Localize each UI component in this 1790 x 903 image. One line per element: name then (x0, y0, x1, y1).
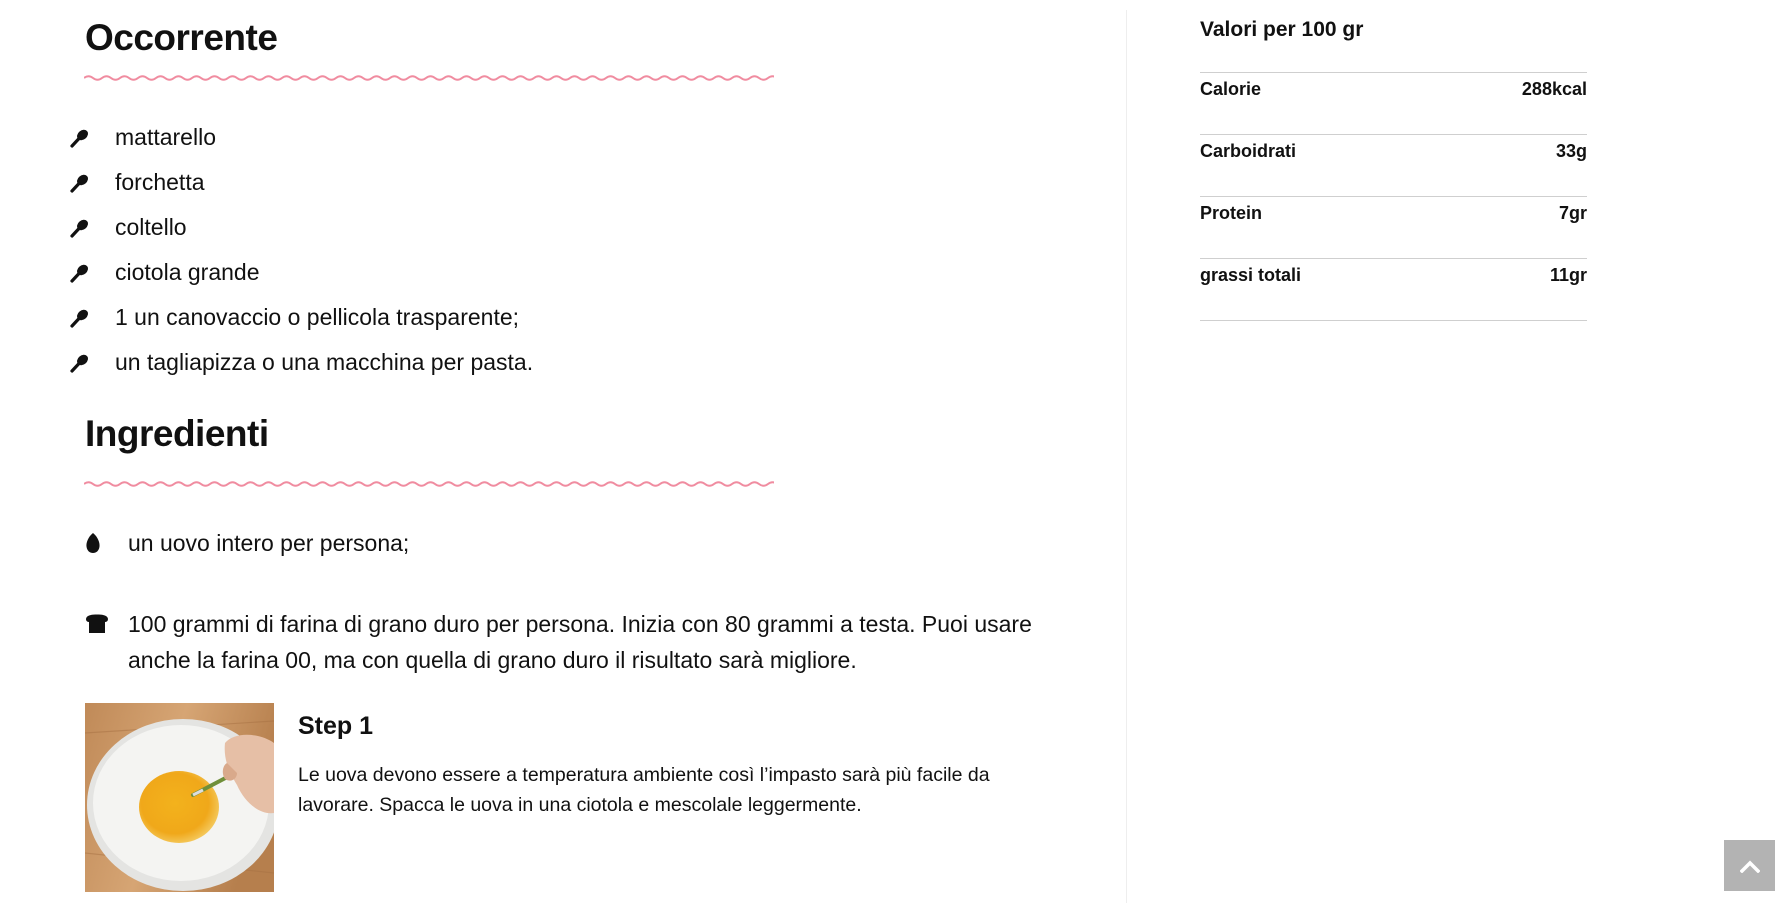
scroll-to-top-button[interactable] (1724, 840, 1775, 891)
step-description: Le uova devono essere a temperatura ambiente così l’impasto sarà più facile da lavorare. Spacca le uova in una ciotola e mescolale leggermente. (298, 764, 990, 816)
list-item-label: ciotola grande (115, 259, 260, 285)
ingredient-item (85, 525, 1035, 561)
spoon-icon (70, 218, 115, 238)
nutrition-title: Valori per 100 gr (1200, 18, 1364, 41)
ingredient-text: un uovo intero per persona; (128, 530, 410, 556)
nutrition-table (1200, 72, 1587, 321)
spoon-icon (70, 173, 115, 193)
list-item (70, 295, 533, 340)
occorrente-list (70, 115, 533, 385)
list-item-label: un tagliapizza o una macchina per pasta. (115, 349, 534, 375)
spoon-icon (70, 353, 115, 373)
step-1-photo (85, 703, 274, 892)
ingredient-item (85, 606, 1035, 678)
ingredienti-heading: Ingredienti (85, 413, 269, 454)
nutrient-value: 288kcal (1435, 73, 1587, 135)
ingredienti-wave-divider (84, 478, 774, 490)
table-row (1200, 135, 1587, 197)
spoon-icon (70, 308, 115, 328)
list-item (70, 115, 533, 160)
nutrient-value: 11gr (1435, 259, 1587, 321)
occorrente-heading: Occorrente (85, 17, 278, 58)
column-divider (1126, 10, 1127, 903)
list-item-label: forchetta (115, 169, 205, 195)
list-item-label: mattarello (115, 124, 216, 150)
nutrient-label: Protein (1200, 197, 1435, 259)
list-item (70, 160, 533, 205)
nutrient-value: 7gr (1435, 197, 1587, 259)
table-row (1200, 197, 1587, 259)
table-row (1200, 73, 1587, 135)
nutrient-label: Calorie (1200, 73, 1435, 135)
chevron-up-icon (1740, 859, 1760, 873)
table-row (1200, 259, 1587, 321)
list-item (70, 250, 533, 295)
list-item (70, 205, 533, 250)
ingredient-text: 100 grammi di farina di grano duro per persona. Inizia con 80 grammi a testa. Puoi usare anche la farina 00, ma con quella di grano duro il risultato sarà migliore. (128, 611, 1032, 673)
bread-icon (85, 606, 128, 642)
list-item-label: 1 un canovaccio o pellicola trasparente; (115, 304, 520, 330)
spoon-icon (70, 128, 115, 148)
occorrente-wave-divider (84, 72, 774, 84)
nutrient-label: grassi totali (1200, 259, 1435, 321)
egg-icon (85, 525, 128, 561)
list-item (70, 340, 533, 385)
list-item-label: coltello (115, 214, 187, 240)
spoon-icon (70, 263, 115, 283)
nutrient-value: 33g (1435, 135, 1587, 197)
nutrient-label: Carboidrati (1200, 135, 1435, 197)
step-title: Step 1 (298, 712, 374, 740)
